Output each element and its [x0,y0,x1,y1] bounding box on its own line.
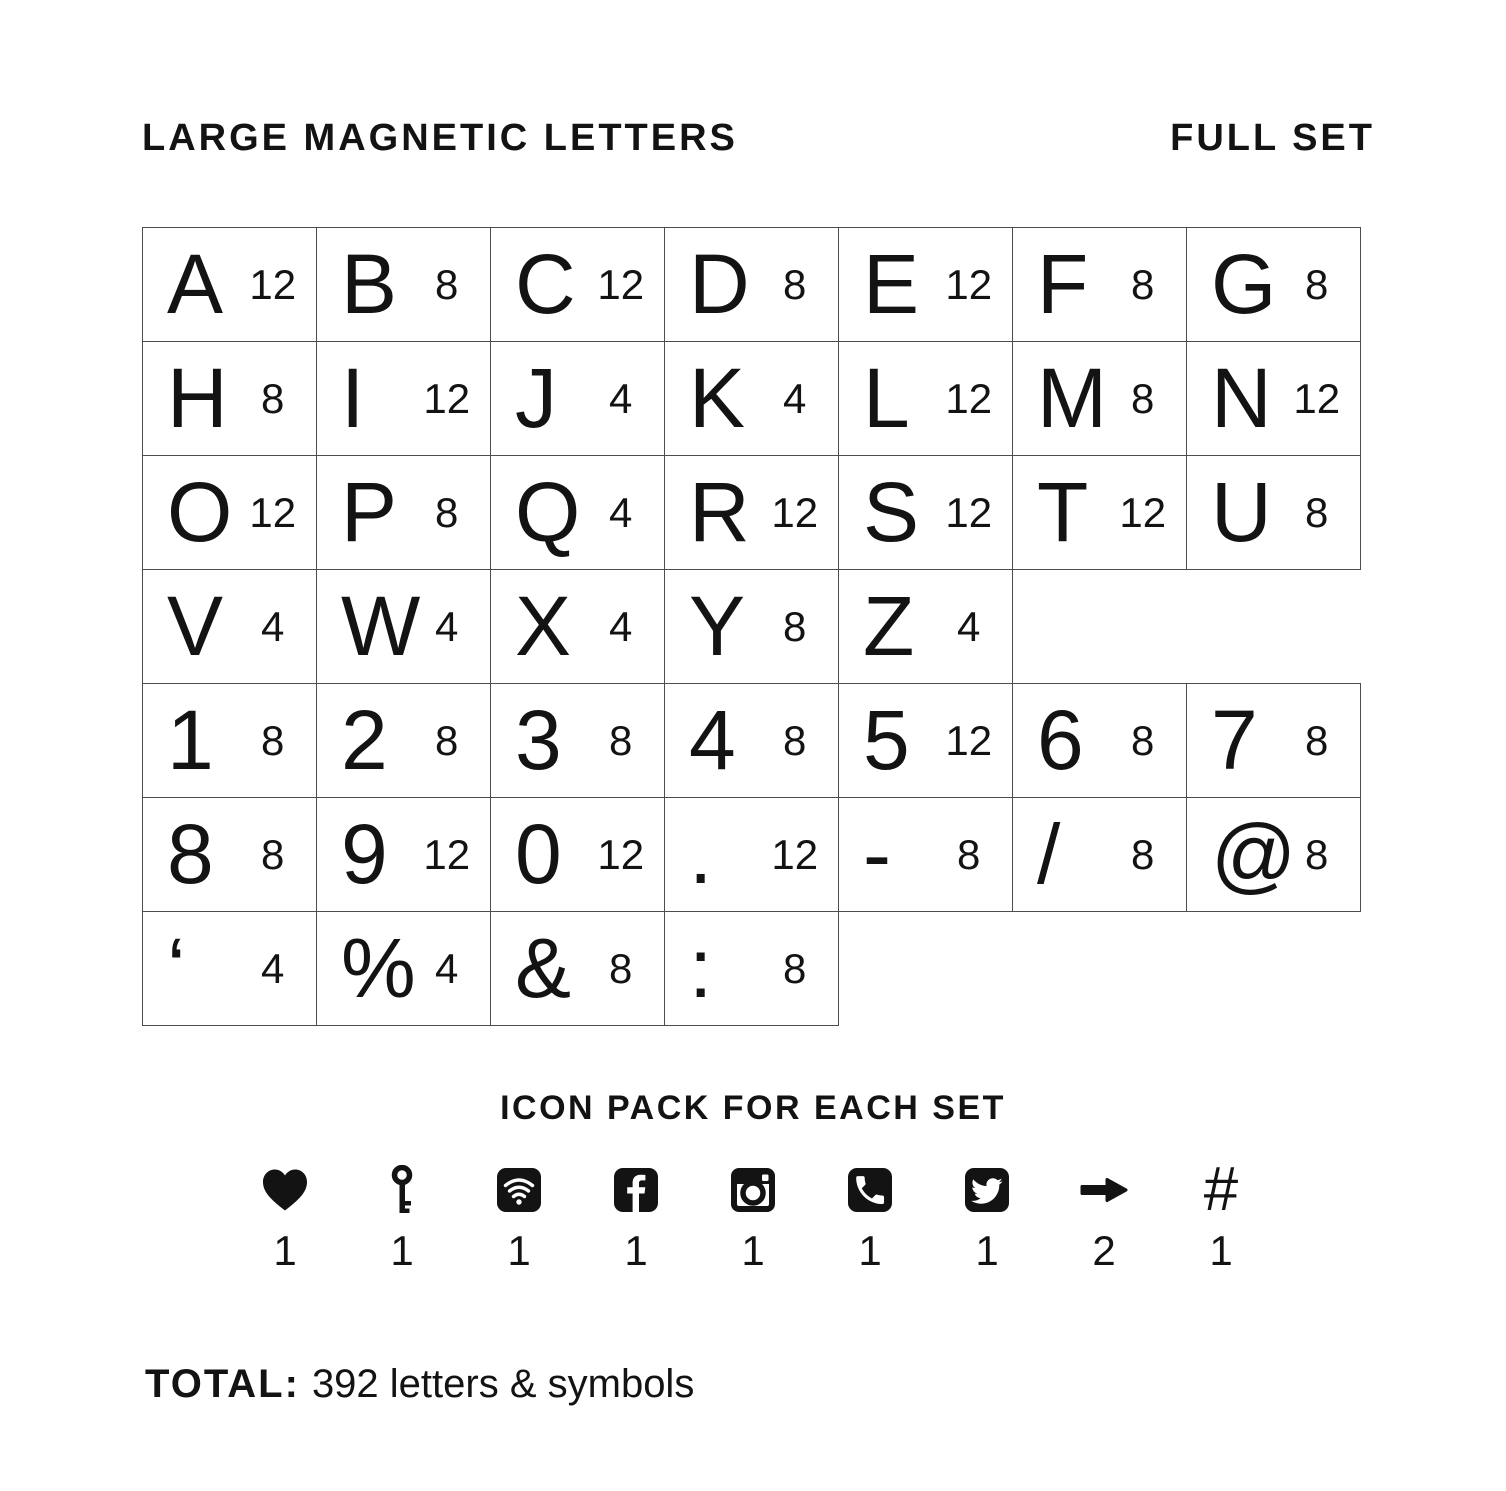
letter-count: 8 [609,716,633,764]
heart-icon [261,1163,309,1217]
letter-cell [490,341,665,456]
letter-glyph: F [1037,237,1089,331]
letter-glyph: K [689,351,746,445]
letter-count: 12 [945,260,993,308]
letter-glyph: P [341,465,398,559]
letter-cell [1186,797,1361,912]
letter-glyph: 2 [341,693,388,787]
icon-count: 2 [1092,1227,1116,1274]
table-row [142,569,1361,684]
letter-glyph: Y [689,579,746,673]
letter-count: 12 [771,830,819,878]
letter-count: 8 [1305,830,1329,878]
letter-count-table [142,227,1361,1026]
letter-glyph: . [689,807,713,901]
letter-cell [1012,227,1187,342]
letter-cell [316,569,491,684]
letter-count: 12 [423,830,471,878]
letter-count: 8 [1305,260,1329,308]
letter-glyph: A [167,237,224,331]
letter-cell [664,227,839,342]
letter-count: 4 [957,602,981,650]
set-label: FULL SET [1170,117,1375,159]
table-row [142,911,1361,1026]
letter-glyph: ‘ [167,921,186,1015]
icon-slot-facebook [578,1163,695,1272]
letter-count: 8 [261,830,285,878]
letter-cell [142,455,317,570]
letter-glyph: 4 [689,693,736,787]
arrow-icon [1080,1163,1128,1217]
header [142,116,1375,160]
letter-glyph: B [341,237,398,331]
table-row [142,341,1361,456]
icon-slot-arrow [1046,1163,1163,1272]
letter-count: 8 [1305,488,1329,536]
icon-count: 1 [390,1227,414,1274]
letter-cell [490,227,665,342]
letter-cell [142,569,317,684]
letter-glyph: H [167,351,228,445]
total-line [145,1358,694,1410]
letter-glyph: U [1211,465,1272,559]
letter-count: 12 [1119,488,1167,536]
facebook-icon [613,1163,659,1217]
letter-count: 4 [783,374,807,422]
letter-count: 8 [783,944,807,992]
letter-count: 8 [609,944,633,992]
letter-cell [1186,683,1361,798]
letter-cell [316,797,491,912]
letter-count: 8 [1131,830,1155,878]
letter-count: 8 [435,260,459,308]
letter-glyph: / [1037,807,1061,901]
letter-glyph: 3 [515,693,562,787]
letter-cell [142,683,317,798]
letter-cell [490,569,665,684]
letter-count: 12 [423,374,471,422]
letter-cell [316,683,491,798]
letter-cell [316,911,491,1026]
letter-glyph: T [1037,465,1089,559]
icon-count: 1 [1209,1227,1233,1274]
letter-cell [1012,797,1187,912]
letter-count: 8 [1131,716,1155,764]
letter-cell [838,569,1013,684]
letter-glyph: E [863,237,920,331]
letter-cell [1012,455,1187,570]
letter-glyph: & [515,921,572,1015]
hashtag-icon [1203,1155,1239,1224]
letter-count: 4 [609,488,633,536]
letter-count: 4 [609,602,633,650]
icon-count: 1 [975,1227,999,1274]
letter-count: 12 [1293,374,1341,422]
icon-slot-heart [227,1163,344,1272]
letter-glyph: N [1211,351,1272,445]
letter-glyph: S [863,465,920,559]
letter-cell [664,569,839,684]
letter-cell [316,341,491,456]
letter-cell [1186,341,1361,456]
letter-cell [490,683,665,798]
letter-glyph: O [167,465,233,559]
letter-count: 8 [783,716,807,764]
table-row [142,797,1361,912]
letter-count: 4 [609,374,633,422]
letter-cell [1186,227,1361,342]
letter-count: 8 [957,830,981,878]
letter-count: 12 [249,488,297,536]
letter-count: 8 [1305,716,1329,764]
icon-pack-row [0,1155,1506,1274]
letter-cell [664,797,839,912]
letter-cell [664,683,839,798]
letter-glyph: L [863,351,910,445]
letter-glyph: C [515,237,576,331]
letter-glyph: 0 [515,807,562,901]
letter-glyph: R [689,465,750,559]
letter-glyph: X [515,579,572,673]
letter-cell [490,797,665,912]
letter-count: 4 [435,944,459,992]
letter-count: 8 [1131,374,1155,422]
wifi-icon [496,1163,542,1217]
letter-count: 8 [261,716,285,764]
icon-slot-key [344,1163,461,1272]
letter-count: 12 [945,488,993,536]
letter-cell [838,341,1013,456]
letter-glyph: - [863,807,891,901]
icon-count: 1 [507,1227,531,1274]
letter-glyph: 5 [863,693,910,787]
letter-glyph: D [689,237,750,331]
table-row [142,683,1361,798]
letter-count: 12 [249,260,297,308]
letter-cell [664,911,839,1026]
icon-slot-instagram [695,1163,812,1272]
letter-count: 12 [771,488,819,536]
letter-count: 4 [261,944,285,992]
letter-glyph: 7 [1211,693,1258,787]
letter-count: 8 [783,260,807,308]
key-icon [390,1163,414,1217]
letter-count: 8 [261,374,285,422]
letter-count: 4 [435,602,459,650]
letter-glyph: : [689,921,713,1015]
icon-count: 1 [858,1227,882,1274]
letter-glyph: V [167,579,224,673]
icon-count: 1 [273,1227,297,1274]
letter-cell [664,455,839,570]
icon-count: 1 [624,1227,648,1274]
letter-count: 12 [597,260,645,308]
total-value: 392 letters & symbols [311,1362,695,1406]
icon-slot-phone [812,1163,929,1272]
phone-icon [847,1163,893,1217]
icon-count: 1 [741,1227,765,1274]
twitter-icon [964,1163,1010,1217]
letter-cell [1012,683,1187,798]
letter-glyph: G [1211,237,1277,331]
letter-count: 8 [435,488,459,536]
icon-slot-wifi [461,1163,578,1272]
letter-glyph: % [341,921,416,1015]
letter-count: 12 [945,374,993,422]
letter-glyph: I [341,351,365,445]
letter-count: 8 [1131,260,1155,308]
letter-cell [1186,455,1361,570]
instagram-icon [730,1163,776,1217]
letter-count: 4 [261,602,285,650]
letter-glyph: J [515,351,557,445]
letter-cell [490,455,665,570]
letter-cell [664,341,839,456]
letter-glyph: 8 [167,807,214,901]
letter-count: 8 [435,716,459,764]
letter-glyph: 6 [1037,693,1084,787]
letter-cell [316,227,491,342]
letter-cell [316,455,491,570]
icon-pack-heading: ICON PACK FOR EACH SET [500,1089,1006,1127]
hashtag-glyph: # [1203,1155,1239,1224]
letter-cell [838,227,1013,342]
icon-slot-hashtag [1163,1155,1280,1274]
table-row [142,455,1361,570]
letter-cell [838,455,1013,570]
letter-glyph: W [341,579,421,673]
letter-glyph: Z [863,579,915,673]
letter-count: 12 [945,716,993,764]
letter-glyph: 1 [167,693,214,787]
letter-cell [838,683,1013,798]
letter-glyph: Q [515,465,581,559]
total-label: TOTAL: [145,1362,300,1406]
table-row [142,227,1361,342]
letter-cell [142,797,317,912]
letter-cell [1012,341,1187,456]
letter-glyph: @ [1211,807,1297,901]
page-title: LARGE MAGNETIC LETTERS [142,117,738,159]
letter-count: 12 [597,830,645,878]
letter-glyph: M [1037,351,1107,445]
letter-count: 8 [783,602,807,650]
letter-cell [838,797,1013,912]
letter-cell [142,227,317,342]
letter-glyph: 9 [341,807,388,901]
letter-cell [142,911,317,1026]
icon-slot-twitter [929,1163,1046,1272]
letter-cell [490,911,665,1026]
letter-cell [142,341,317,456]
